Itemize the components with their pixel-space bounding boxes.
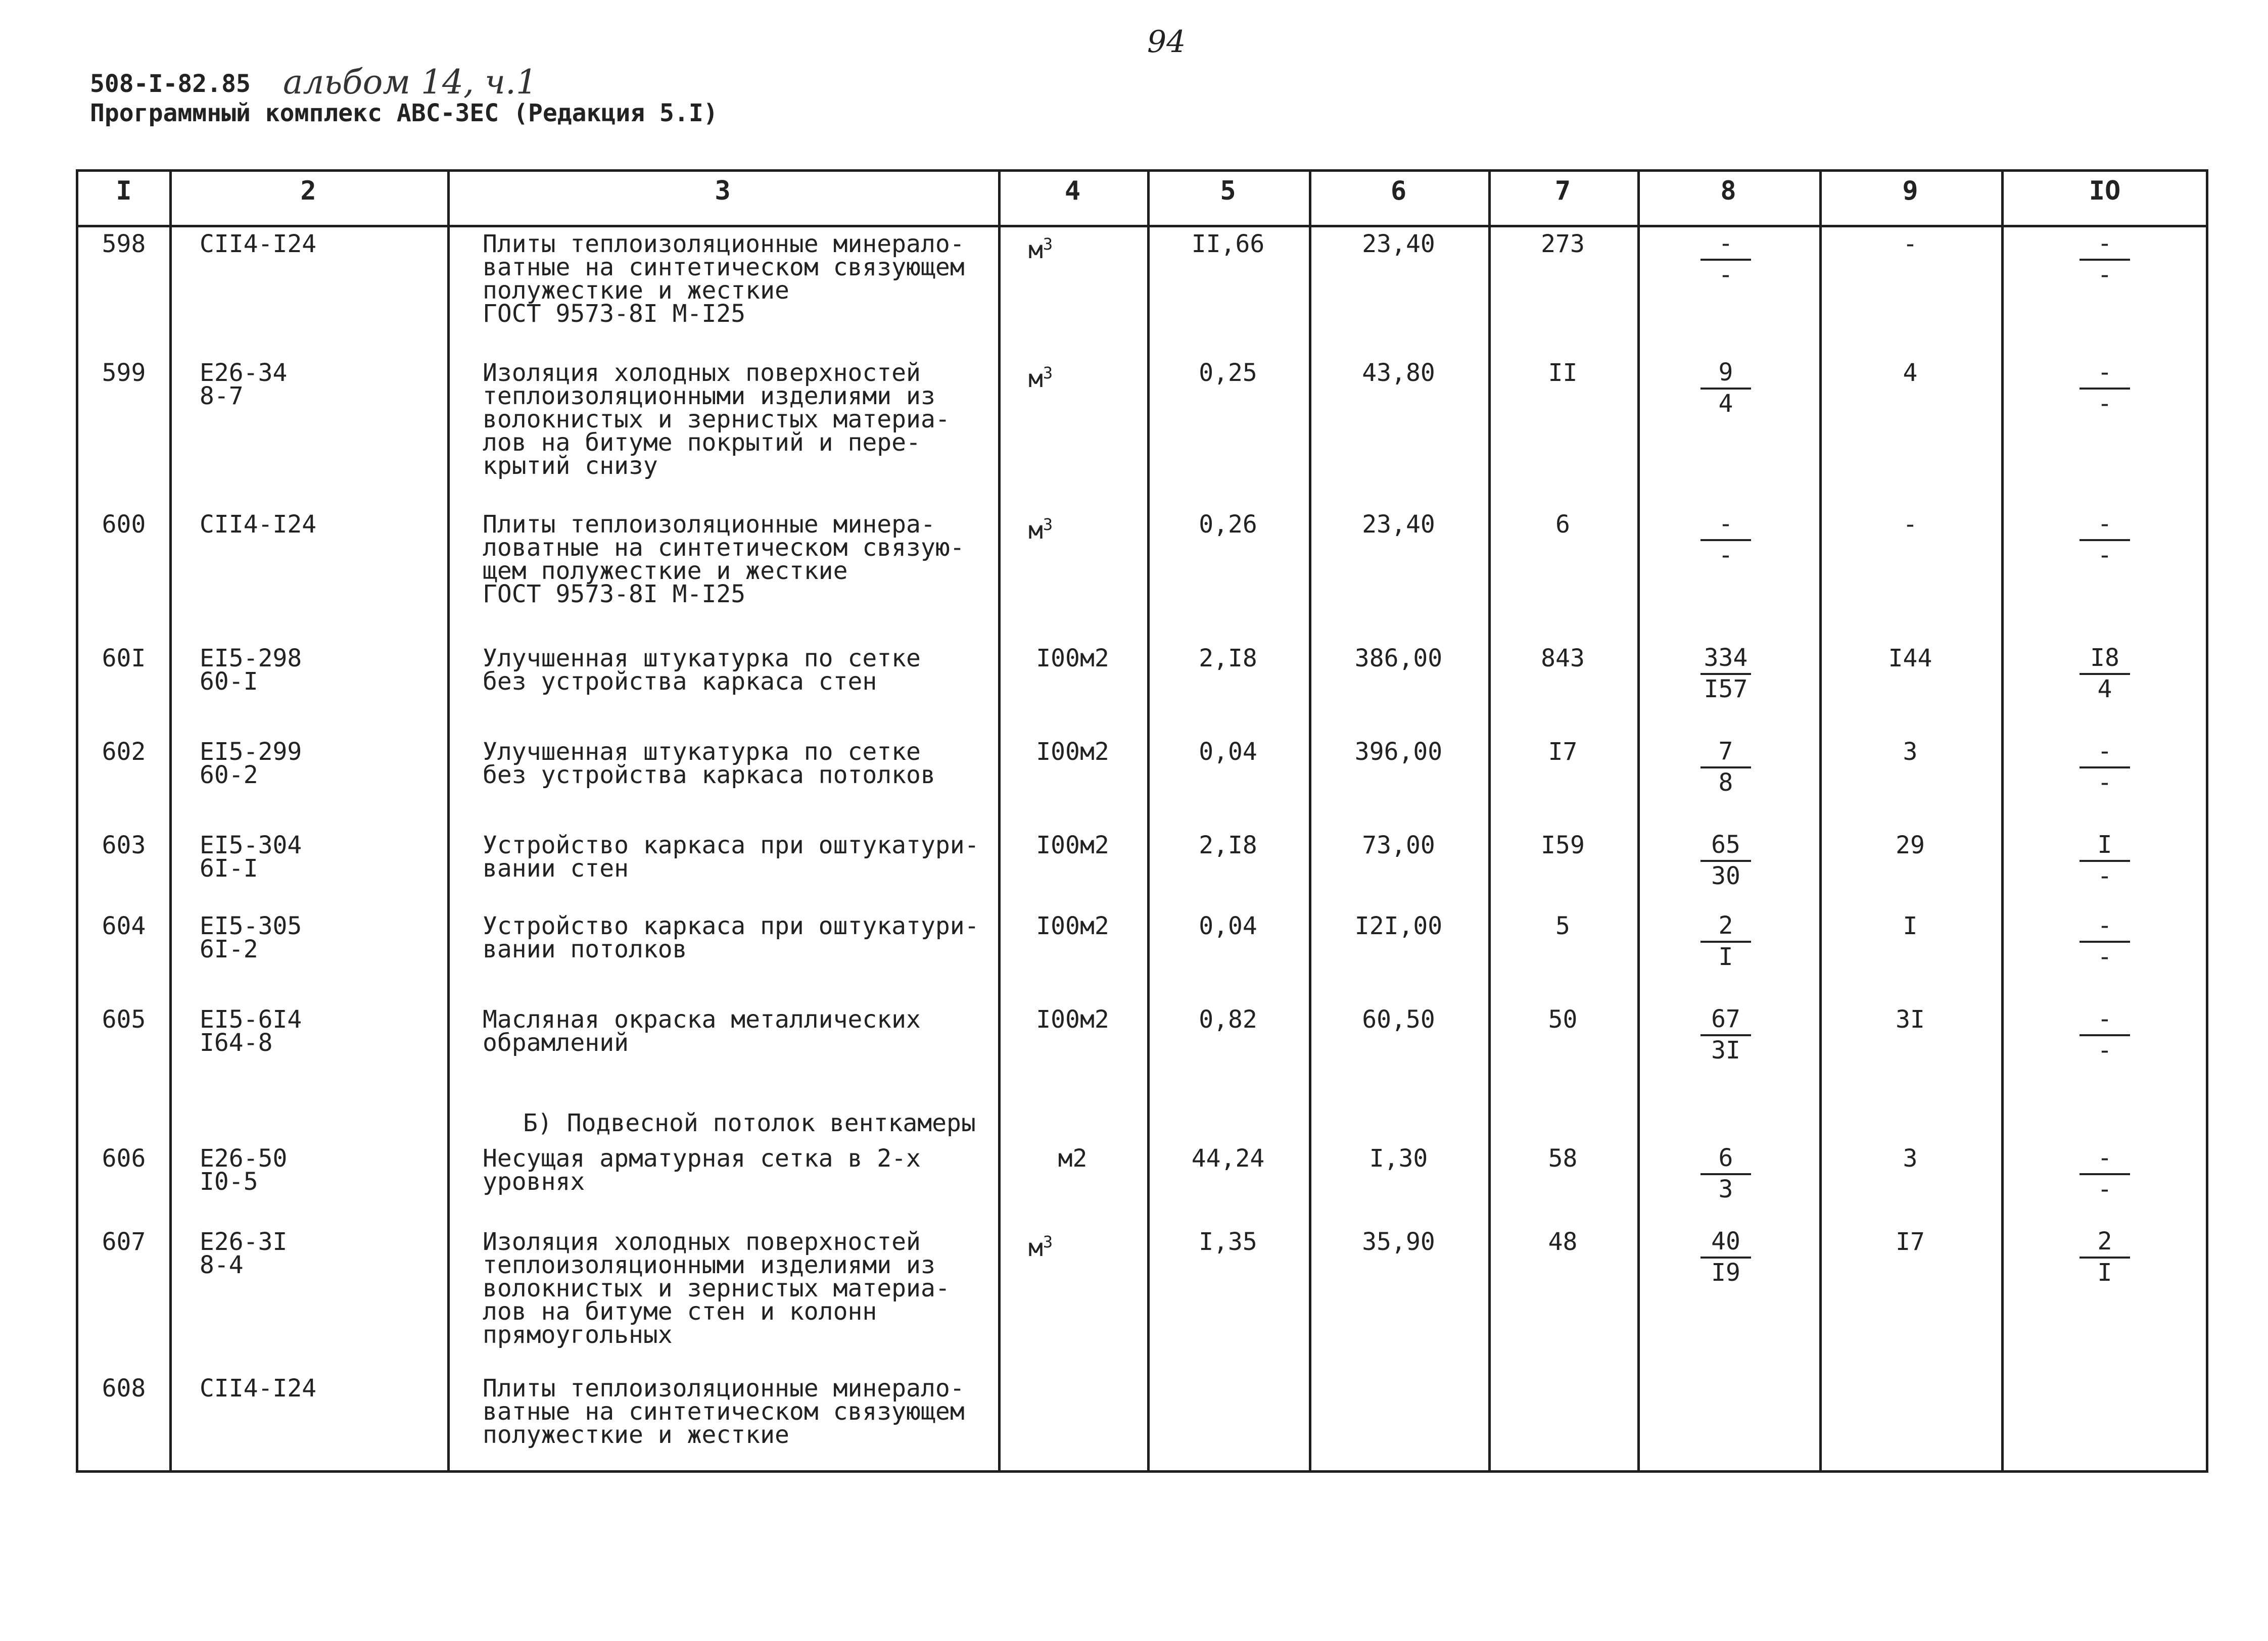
column-header: 4 — [1064, 176, 1081, 206]
column-10-fraction — [2064, 1227, 2145, 1287]
fraction-denominator: - — [2097, 541, 2112, 569]
total-cost: II — [1548, 359, 1578, 387]
fraction-denominator: 30 — [1711, 862, 1740, 890]
fraction-denominator: 4 — [1718, 390, 1733, 418]
work-description: Изоляция холодных поверхностей теплоизоляционными изделиями из волокнистых и зернистых материа- лов на битуме покрытий и пере- крытий снизу — [483, 359, 950, 480]
fraction-denominator: 3 — [1718, 1175, 1733, 1203]
total-cost: 48 — [1548, 1228, 1578, 1256]
column-8-fraction — [1685, 911, 1766, 971]
unit: $м^3$ — [1028, 1232, 1053, 1262]
column-8-fraction — [1685, 737, 1766, 797]
total-cost: I59 — [1541, 831, 1585, 859]
column-8-fraction — [1685, 229, 1766, 289]
column-9-value: - — [1903, 510, 1918, 539]
row-number: 606 — [102, 1144, 146, 1173]
handwritten-album-note: альбом 14, ч.1 — [283, 63, 537, 102]
column-10-fraction — [2064, 1144, 2145, 1203]
norm-code: E26-50 I0-5 — [200, 1144, 288, 1196]
column-header: 5 — [1220, 176, 1236, 206]
work-description: Плиты теплоизоляционные минерало- ватные на синтетическом связующем полужесткие и жесткие — [483, 1374, 965, 1449]
norm-code: EI5-304 6I-I — [200, 831, 302, 883]
fraction-denominator: - — [2097, 390, 2112, 418]
fraction-denominator: - — [2097, 261, 2112, 289]
unit-price: 23,40 — [1362, 510, 1435, 539]
row-number: 607 — [102, 1228, 146, 1256]
unit-price: I,30 — [1369, 1144, 1428, 1173]
fraction-denominator: I9 — [1711, 1259, 1740, 1287]
total-cost: 58 — [1548, 1144, 1578, 1173]
unit-price: 73,00 — [1362, 831, 1435, 859]
norm-code: EI5-299 60-2 — [200, 738, 302, 789]
fraction-numerator: 40 — [1700, 1227, 1751, 1259]
work-description: Плиты теплоизоляционные минера- ловатные на синтетическом связую- щем полужесткие и жесткие ГОСТ 9573-8I М-I25 — [483, 510, 965, 608]
row-number: 603 — [102, 831, 146, 859]
fraction-numerator: 7 — [1700, 737, 1751, 768]
column-10-fraction — [2064, 831, 2145, 890]
column-8-fraction — [1685, 1005, 1766, 1065]
fraction-denominator: I — [1718, 943, 1733, 971]
row-number: 604 — [102, 912, 146, 940]
column-header: 8 — [1720, 176, 1736, 206]
column-header: I — [116, 176, 132, 206]
fraction-numerator: I — [2080, 831, 2130, 862]
work-description: Устройство каркаса при оштукатури- вании стен — [483, 831, 979, 883]
unit-price: I2I,00 — [1354, 912, 1443, 940]
column-10-fraction — [2064, 911, 2145, 971]
quantity: 2,I8 — [1199, 644, 1257, 672]
norm-code: E26-3I 8-4 — [200, 1228, 288, 1279]
column-9-value: I — [1903, 912, 1918, 940]
row-number: 602 — [102, 738, 146, 766]
column-10-fraction — [2064, 358, 2145, 418]
norm-code: EI5-298 60-I — [200, 644, 302, 696]
unit: I00м2 — [1036, 738, 1109, 766]
section-title: Б) Подвесной потолок венткамеры — [523, 1109, 976, 1137]
column-10-fraction — [2064, 644, 2145, 703]
row-number: 605 — [102, 1005, 146, 1034]
fraction-numerator: 6 — [1700, 1144, 1751, 1175]
work-description: Изоляция холодных поверхностей теплоизоляционными изделиями из волокнистых и зернистых материа- лов на битуме стен и колонн прямоугольных — [483, 1228, 950, 1349]
quantity: 2,I8 — [1199, 831, 1257, 859]
column-8-fraction — [1685, 644, 1766, 703]
norm-code: EI5-305 6I-2 — [200, 912, 302, 963]
total-cost: 5 — [1555, 912, 1570, 940]
norm-code: CII4-I24 — [200, 1374, 317, 1403]
fraction-denominator: - — [2097, 1175, 2112, 1203]
column-9-value: 3 — [1903, 1144, 1918, 1173]
fraction-numerator: - — [2080, 229, 2130, 261]
row-number: 60I — [102, 644, 146, 672]
column-9-value: 29 — [1896, 831, 1925, 859]
column-9-value: 4 — [1903, 359, 1918, 387]
fraction-denominator: - — [2097, 1036, 2112, 1065]
total-cost: 843 — [1541, 644, 1585, 672]
fraction-denominator: - — [2097, 943, 2112, 971]
unit: I00м2 — [1036, 831, 1109, 859]
fraction-numerator: I8 — [2080, 644, 2130, 675]
column-10-fraction — [2064, 229, 2145, 289]
column-10-fraction — [2064, 1005, 2145, 1065]
fraction-numerator: 2 — [2080, 1227, 2130, 1259]
fraction-denominator: - — [1718, 261, 1733, 289]
fraction-numerator: - — [2080, 911, 2130, 943]
column-8-fraction — [1685, 358, 1766, 418]
column-header: 7 — [1554, 176, 1571, 206]
document-code: 508-I-82.85 — [90, 70, 251, 98]
fraction-numerator: - — [2080, 1005, 2130, 1036]
unit: I00м2 — [1036, 912, 1109, 940]
work-description: Несущая арматурная сетка в 2-х уровнях — [483, 1144, 921, 1196]
total-cost: 273 — [1541, 230, 1585, 258]
fraction-numerator: 334 — [1700, 644, 1751, 675]
fraction-numerator: - — [2080, 358, 2130, 390]
row-number: 608 — [102, 1374, 146, 1403]
work-description: Масляная окраска металлических обрамлений — [483, 1005, 921, 1057]
column-header: 9 — [1902, 176, 1918, 206]
quantity: 0,04 — [1199, 912, 1257, 940]
column-10-fraction — [2064, 737, 2145, 797]
column-9-value: I44 — [1888, 644, 1932, 672]
work-description: Плиты теплоизоляционные минерало- ватные на синтетическом связующем полужесткие и жесткие ГОСТ 9573-8I М-I25 — [483, 230, 965, 328]
unit-price: 23,40 — [1362, 230, 1435, 258]
column-9-value: - — [1903, 230, 1918, 258]
column-divider — [1637, 172, 1640, 1470]
fraction-denominator: - — [1718, 541, 1733, 569]
fraction-denominator: I — [2097, 1259, 2112, 1287]
fraction-denominator: I57 — [1704, 675, 1748, 703]
fraction-numerator: - — [1700, 510, 1751, 541]
quantity: 0,26 — [1199, 510, 1257, 539]
fraction-denominator: 3I — [1711, 1036, 1740, 1065]
program-title: Программный комплекс АВС-3ЕС (Редакция 5.I) — [90, 99, 718, 127]
column-8-fraction — [1685, 1144, 1766, 1203]
fraction-denominator: - — [2097, 768, 2112, 797]
work-description: Улучшенная штукатурка по сетке без устройства каркаса потолков — [483, 738, 935, 789]
fraction-numerator: 67 — [1700, 1005, 1751, 1036]
work-description: Улучшенная штукатурка по сетке без устройства каркаса стен — [483, 644, 921, 696]
estimate-table — [76, 169, 2208, 1473]
column-header: 2 — [300, 176, 316, 206]
column-8-fraction — [1685, 1227, 1766, 1287]
row-number: 598 — [102, 230, 146, 258]
fraction-numerator: 2 — [1700, 911, 1751, 943]
total-cost: I7 — [1548, 738, 1578, 766]
quantity: I,35 — [1199, 1228, 1257, 1256]
header-separator — [78, 225, 2206, 227]
fraction-numerator: - — [1700, 229, 1751, 261]
fraction-numerator: - — [2080, 510, 2130, 541]
quantity: 0,82 — [1199, 1005, 1257, 1034]
fraction-denominator: 4 — [2097, 675, 2112, 703]
unit-price: 35,90 — [1362, 1228, 1435, 1256]
column-9-value: 3I — [1896, 1005, 1925, 1034]
unit-price: 43,80 — [1362, 359, 1435, 387]
unit: м2 — [1058, 1144, 1088, 1173]
column-divider — [447, 172, 450, 1470]
column-10-fraction — [2064, 510, 2145, 569]
unit: $м^3$ — [1028, 234, 1053, 264]
quantity: 0,25 — [1199, 359, 1257, 387]
quantity: 44,24 — [1191, 1144, 1265, 1173]
column-divider — [169, 172, 172, 1470]
fraction-numerator: 9 — [1700, 358, 1751, 390]
column-9-value: I7 — [1896, 1228, 1925, 1256]
norm-code: CII4-I24 — [200, 510, 317, 539]
row-number: 600 — [102, 510, 146, 539]
unit: $м^3$ — [1028, 363, 1053, 393]
unit-price: 396,00 — [1354, 738, 1443, 766]
unit-price: 60,50 — [1362, 1005, 1435, 1034]
fraction-numerator: - — [2080, 737, 2130, 768]
column-divider — [2001, 172, 2004, 1470]
fraction-denominator: 8 — [1718, 768, 1733, 797]
unit-price: 386,00 — [1354, 644, 1443, 672]
column-divider — [998, 172, 1001, 1470]
unit: I00м2 — [1036, 1005, 1109, 1034]
column-8-fraction — [1685, 831, 1766, 890]
unit: $м^3$ — [1028, 515, 1053, 545]
column-8-fraction — [1685, 510, 1766, 569]
work-description: Устройство каркаса при оштукатури- вании потолков — [483, 912, 979, 963]
fraction-numerator: 65 — [1700, 831, 1751, 862]
total-cost: 6 — [1555, 510, 1570, 539]
column-header: 3 — [715, 176, 731, 206]
quantity: 0,04 — [1199, 738, 1257, 766]
column-header: IO — [2089, 176, 2121, 206]
column-9-value: 3 — [1903, 738, 1918, 766]
row-number: 599 — [102, 359, 146, 387]
fraction-denominator: - — [2097, 862, 2112, 890]
total-cost: 50 — [1548, 1005, 1578, 1034]
page-number: 94 — [1147, 24, 1186, 60]
norm-code: CII4-I24 — [200, 230, 317, 258]
column-header: 6 — [1390, 176, 1407, 206]
norm-code: EI5-6I4 I64-8 — [200, 1005, 302, 1057]
fraction-numerator: - — [2080, 1144, 2130, 1175]
norm-code: E26-34 8-7 — [200, 359, 288, 410]
quantity: II,66 — [1191, 230, 1265, 258]
unit: I00м2 — [1036, 644, 1109, 672]
